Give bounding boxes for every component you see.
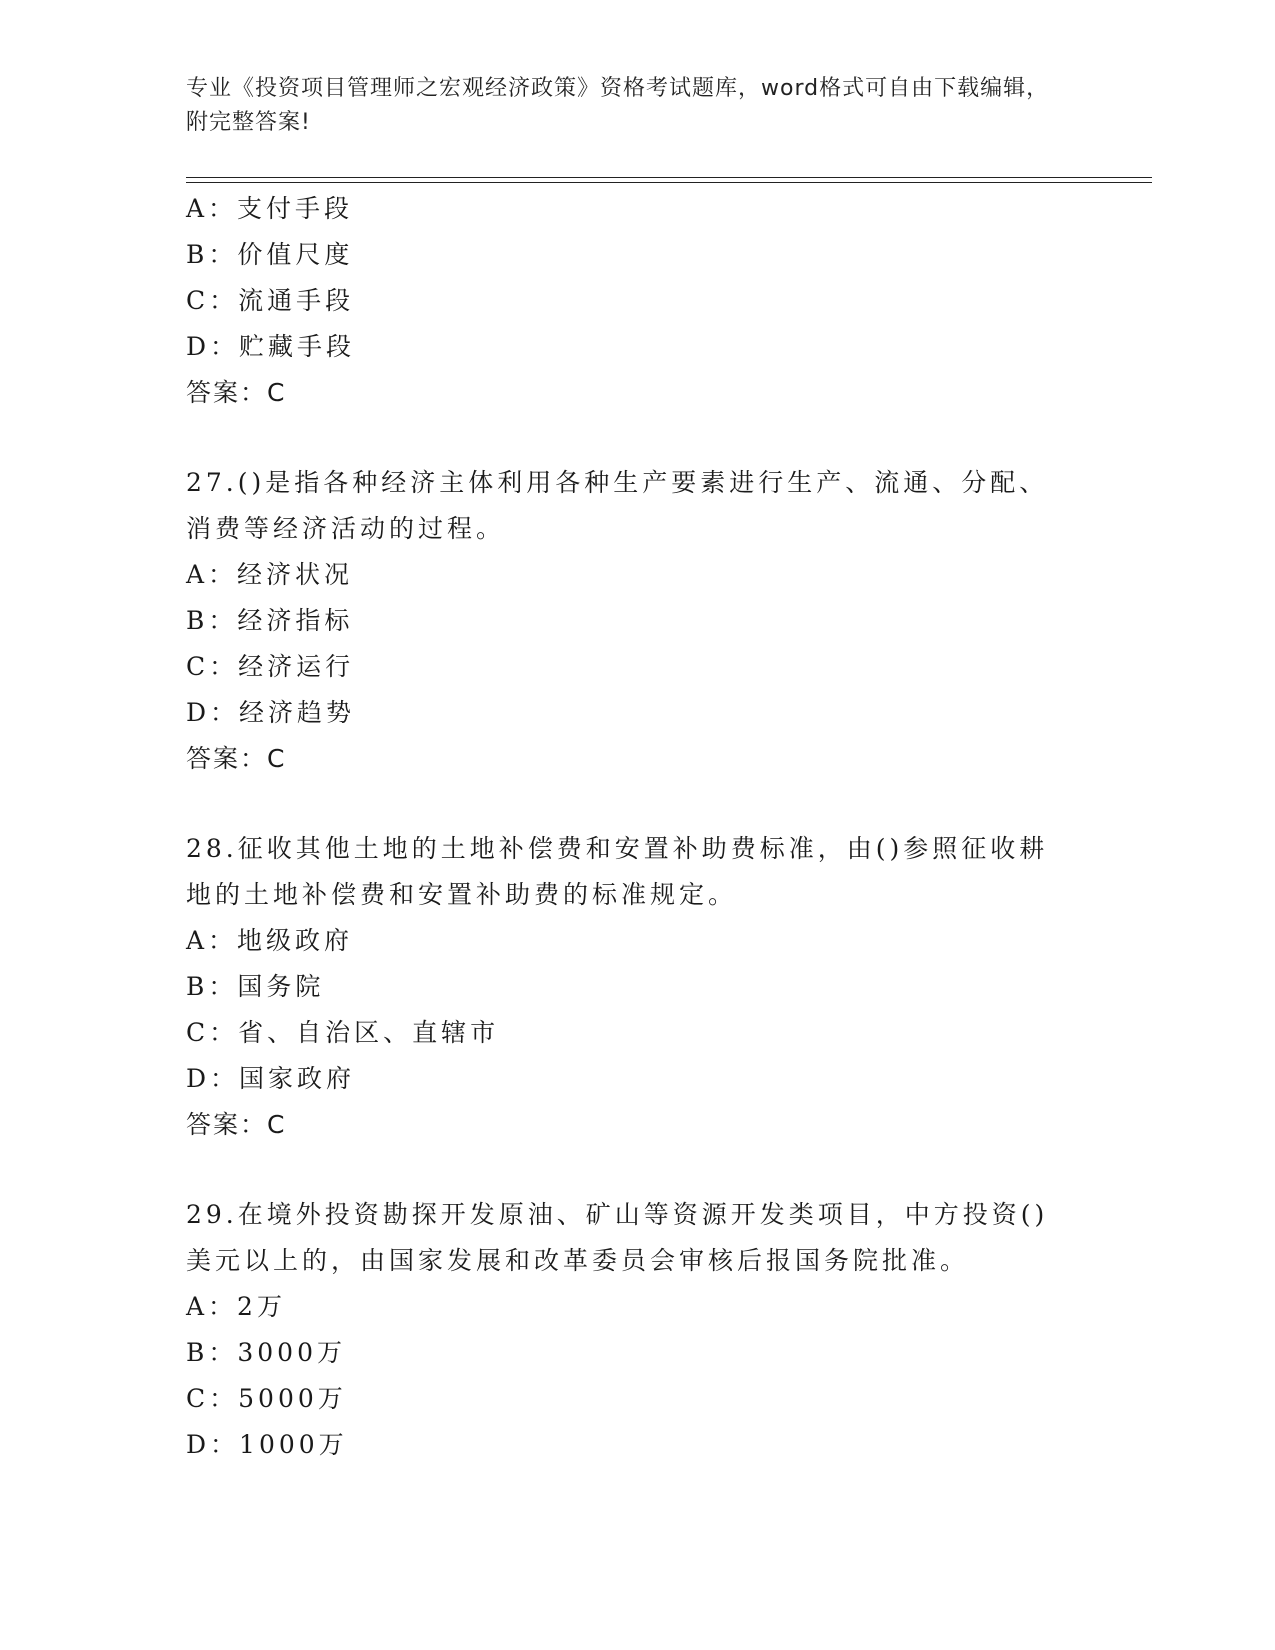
option-a: A：2万 xyxy=(186,1292,286,1321)
answer: 答案：C xyxy=(186,1110,287,1139)
option-b: B：价值尺度 xyxy=(186,240,354,269)
spacer xyxy=(186,416,1086,460)
option-c: C：流通手段 xyxy=(186,286,355,315)
answer: 答案：C xyxy=(186,744,287,773)
option-d: D：经济趋势 xyxy=(186,698,356,727)
question-text: 27.()是指各种经济主体利用各种生产要素进行生产、流通、分配、消费等经济活动的过程。 xyxy=(186,468,1049,543)
option-a: A：地级政府 xyxy=(186,926,354,955)
option-b: B：3000万 xyxy=(186,1338,346,1367)
document-body xyxy=(186,186,1086,1468)
question-block-26 xyxy=(186,186,1086,416)
option-d: D：1000万 xyxy=(186,1430,348,1459)
question-block-28 xyxy=(186,826,1086,1148)
option-c: C：5000万 xyxy=(186,1384,347,1413)
option-a: A：支付手段 xyxy=(186,194,354,223)
option-a: A：经济状况 xyxy=(186,560,354,589)
spacer xyxy=(186,782,1086,826)
spacer xyxy=(186,1148,1086,1192)
header-rule-bottom xyxy=(186,182,1152,183)
question-text: 28.征收其他土地的土地补偿费和安置补助费标准，由()参照征收耕地的土地补偿费和安置补助费的标准规定。 xyxy=(186,834,1049,909)
question-block-27 xyxy=(186,460,1086,782)
question-text: 29.在境外投资勘探开发原油、矿山等资源开发类项目，中方投资()美元以上的，由国家发展和改革委员会审核后报国务院批准。 xyxy=(186,1200,1049,1275)
document-header: 专业《投资项目管理师之宏观经济政策》资格考试题库，word格式可自由下载编辑，附完整答案! xyxy=(186,76,1050,135)
answer: 答案：C xyxy=(186,378,287,407)
option-d: D：贮藏手段 xyxy=(186,332,356,361)
option-d: D：国家政府 xyxy=(186,1064,356,1093)
option-b: B：国务院 xyxy=(186,972,325,1001)
header-rule-top xyxy=(186,177,1152,178)
option-b: B：经济指标 xyxy=(186,606,354,635)
question-block-29 xyxy=(186,1192,1086,1468)
option-c: C：省、自治区、直辖市 xyxy=(186,1018,500,1047)
option-c: C：经济运行 xyxy=(186,652,355,681)
